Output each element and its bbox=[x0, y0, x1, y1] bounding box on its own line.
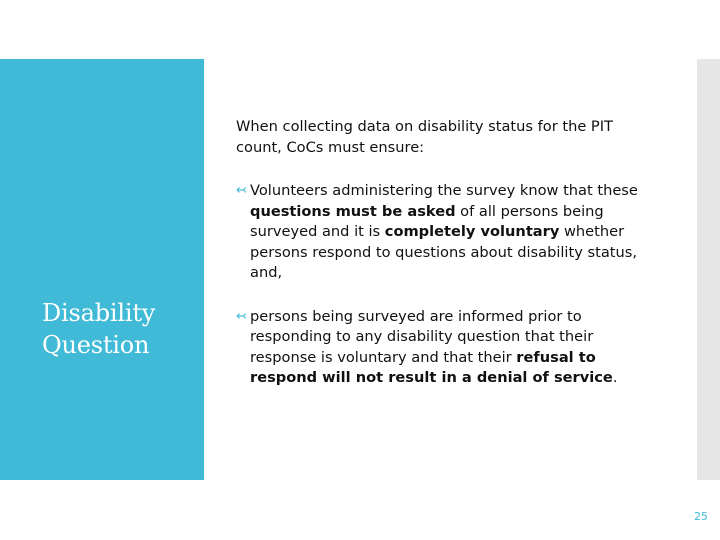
bullet-text-part: of all persons being surveyed and it is bbox=[250, 202, 604, 240]
bullet-text-part: Volunteers administering the survey know that these bbox=[250, 182, 638, 199]
bullet-list bbox=[236, 181, 661, 389]
bullet-text-part: whether persons respond to questions about disability status, and, bbox=[250, 223, 637, 281]
bullet-text-bold: completely voluntary bbox=[384, 223, 560, 240]
bullet-arrow-icon: ↢ bbox=[236, 183, 247, 198]
slide-title bbox=[42, 297, 202, 361]
scroll-strip bbox=[697, 59, 720, 480]
bullet-text-part: . bbox=[612, 369, 618, 386]
slide-title-line-1: Disability bbox=[42, 299, 156, 327]
content-area bbox=[236, 117, 661, 389]
bullet-item bbox=[236, 181, 661, 284]
slide-title-line-2: Question bbox=[42, 331, 150, 359]
bullet-text-bold: questions must be asked bbox=[250, 202, 456, 220]
bullet-text-part: persons being surveyed are informed prior to responding to any disability question that their response is voluntary and that their bbox=[250, 307, 594, 366]
title-band bbox=[0, 59, 204, 480]
page-number: 25 bbox=[694, 510, 708, 523]
bullet-text-bold: refusal to respond will not result in a denial of service bbox=[250, 348, 613, 386]
bullet-item bbox=[236, 307, 661, 389]
bullet-arrow-icon: ↢ bbox=[236, 308, 247, 324]
intro-text: When collecting data on disability status for the PIT count, CoCs must ensure: bbox=[236, 118, 613, 156]
